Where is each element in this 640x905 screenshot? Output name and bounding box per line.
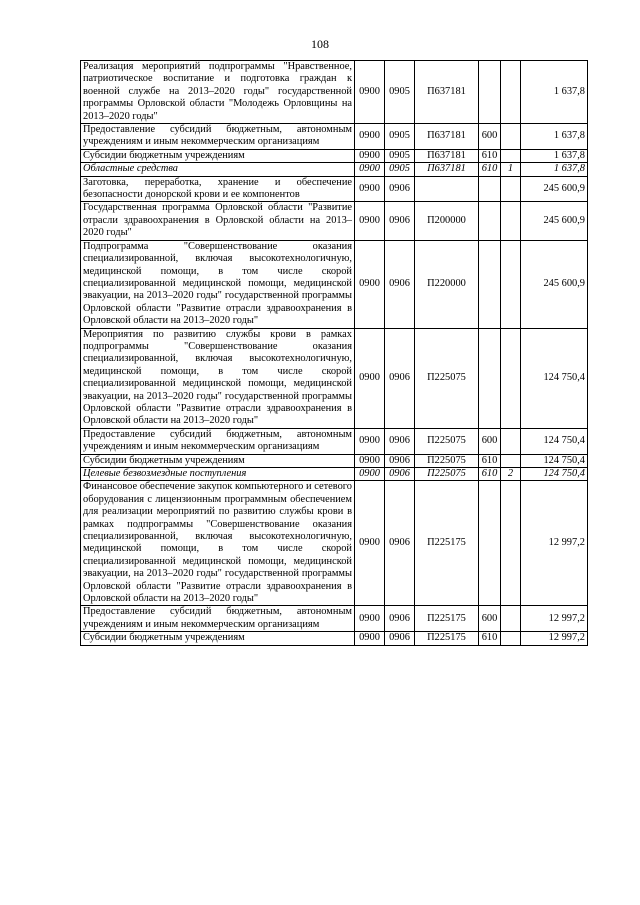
table-row	[81, 468, 588, 481]
amount-cell: 1 637,8	[521, 163, 588, 176]
table-row	[81, 202, 588, 240]
row-name-cell: Целевые безвозмездные поступления	[81, 468, 355, 481]
row-name-cell: Субсидии бюджетным учреждениям	[81, 149, 355, 162]
table-row	[81, 606, 588, 632]
section-code-cell: 0900	[355, 606, 385, 632]
funding-source-cell: 1	[501, 163, 521, 176]
subsection-code-cell: 0906	[385, 176, 415, 202]
section-code-cell: 0900	[355, 149, 385, 162]
expense-type-cell: 600	[479, 606, 501, 632]
row-name-cell: Финансовое обеспечение закупок компьютерного и сетевого оборудования с лицензионным программным обеспечением для реализации мероприятий по развитию службы крови в рамках подпрограммы "Совершенствование оказания специализированной, включая высокотехнологичную, медицинской помощи, в том числе скорой специализированной медицинской помощи, медицинской эвакуации, на 2013–2020 годы" государственной программы Орловской области "Развитие отрасли здравоохранения в Орловской области на 2013–2020 годы"	[81, 481, 355, 606]
target-article-cell: П637181	[415, 163, 479, 176]
funding-source-cell	[501, 240, 521, 328]
budget-table-body	[81, 61, 588, 646]
row-name-cell: Субсидии бюджетным учреждениям	[81, 454, 355, 467]
row-name-cell: Реализация мероприятий подпрограммы "Нравственное, патриотическое воспитание и подготовка граждан к военной службе на 2013–2020 годы" государственной программы Орловской области "Молодежь Орловщины на 2013–2020 годы"	[81, 61, 355, 124]
target-article-cell: П225075	[415, 428, 479, 454]
expense-type-cell	[479, 328, 501, 428]
subsection-code-cell: 0905	[385, 163, 415, 176]
target-article-cell: П225175	[415, 632, 479, 645]
funding-source-cell	[501, 149, 521, 162]
funding-source-cell	[501, 632, 521, 645]
target-article-cell: П637181	[415, 149, 479, 162]
section-code-cell: 0900	[355, 240, 385, 328]
subsection-code-cell: 0905	[385, 61, 415, 124]
funding-source-cell	[501, 124, 521, 150]
table-row	[81, 176, 588, 202]
section-code-cell: 0900	[355, 632, 385, 645]
budget-table	[80, 60, 588, 646]
funding-source-cell	[501, 202, 521, 240]
expense-type-cell: 610	[479, 632, 501, 645]
target-article-cell: П220000	[415, 240, 479, 328]
row-name-cell: Заготовка, переработка, хранение и обеспечение безопасности донорской крови и ее компонентов	[81, 176, 355, 202]
expense-type-cell	[479, 481, 501, 606]
subsection-code-cell: 0906	[385, 632, 415, 645]
amount-cell: 124 750,4	[521, 454, 588, 467]
expense-type-cell	[479, 240, 501, 328]
table-row	[81, 328, 588, 428]
target-article-cell: П225075	[415, 454, 479, 467]
subsection-code-cell: 0905	[385, 149, 415, 162]
table-row	[81, 149, 588, 162]
row-name-cell: Предоставление субсидий бюджетным, автономным учреждениям и иным некоммерческим организациям	[81, 428, 355, 454]
section-code-cell: 0900	[355, 163, 385, 176]
amount-cell: 12 997,2	[521, 606, 588, 632]
section-code-cell: 0900	[355, 428, 385, 454]
subsection-code-cell: 0906	[385, 428, 415, 454]
table-row	[81, 454, 588, 467]
funding-source-cell	[501, 61, 521, 124]
section-code-cell: 0900	[355, 481, 385, 606]
amount-cell: 245 600,9	[521, 202, 588, 240]
row-name-cell: Областные средства	[81, 163, 355, 176]
target-article-cell: П225075	[415, 468, 479, 481]
row-name-cell: Субсидии бюджетным учреждениям	[81, 632, 355, 645]
expense-type-cell	[479, 176, 501, 202]
row-name-cell: Предоставление субсидий бюджетным, автономным учреждениям и иным некоммерческим организациям	[81, 124, 355, 150]
section-code-cell: 0900	[355, 328, 385, 428]
funding-source-cell: 2	[501, 468, 521, 481]
target-article-cell: П225075	[415, 328, 479, 428]
amount-cell: 12 997,2	[521, 632, 588, 645]
funding-source-cell	[501, 428, 521, 454]
subsection-code-cell: 0906	[385, 481, 415, 606]
subsection-code-cell: 0905	[385, 124, 415, 150]
subsection-code-cell: 0906	[385, 454, 415, 467]
funding-source-cell	[501, 606, 521, 632]
section-code-cell: 0900	[355, 202, 385, 240]
expense-type-cell: 610	[479, 149, 501, 162]
funding-source-cell	[501, 176, 521, 202]
target-article-cell: П637181	[415, 124, 479, 150]
expense-type-cell: 610	[479, 468, 501, 481]
amount-cell: 1 637,8	[521, 124, 588, 150]
section-code-cell: 0900	[355, 468, 385, 481]
expense-type-cell	[479, 202, 501, 240]
target-article-cell: П225175	[415, 481, 479, 606]
expense-type-cell: 610	[479, 163, 501, 176]
expense-type-cell: 600	[479, 428, 501, 454]
target-article-cell: П200000	[415, 202, 479, 240]
amount-cell: 124 750,4	[521, 328, 588, 428]
amount-cell: 245 600,9	[521, 176, 588, 202]
amount-cell: 124 750,4	[521, 468, 588, 481]
funding-source-cell	[501, 328, 521, 428]
table-row	[81, 428, 588, 454]
amount-cell: 12 997,2	[521, 481, 588, 606]
amount-cell: 1 637,8	[521, 61, 588, 124]
target-article-cell: П637181	[415, 61, 479, 124]
expense-type-cell	[479, 61, 501, 124]
expense-type-cell: 600	[479, 124, 501, 150]
row-name-cell: Предоставление субсидий бюджетным, автономным учреждениям и иным некоммерческим организациям	[81, 606, 355, 632]
row-name-cell: Подпрограмма "Совершенствование оказания специализированной, включая высокотехнологичную, медицинской помощи, в том числе скорой специализированной медицинской помощи, медицинской эвакуации, на 2013–2020 годы" государственной программы Орловской области "Развитие отрасли здравоохранения в Орловской области на 2013–2020 годы"	[81, 240, 355, 328]
table-row	[81, 61, 588, 124]
subsection-code-cell: 0906	[385, 240, 415, 328]
row-name-cell: Государственная программа Орловской области "Развитие отрасли здравоохранения в Орловской области на 2013–2020 годы"	[81, 202, 355, 240]
amount-cell: 245 600,9	[521, 240, 588, 328]
section-code-cell: 0900	[355, 454, 385, 467]
subsection-code-cell: 0906	[385, 606, 415, 632]
subsection-code-cell: 0906	[385, 202, 415, 240]
subsection-code-cell: 0906	[385, 328, 415, 428]
section-code-cell: 0900	[355, 61, 385, 124]
amount-cell: 124 750,4	[521, 428, 588, 454]
funding-source-cell	[501, 454, 521, 467]
table-row	[81, 481, 588, 606]
target-article-cell	[415, 176, 479, 202]
expense-type-cell: 610	[479, 454, 501, 467]
table-row	[81, 124, 588, 150]
table-row	[81, 240, 588, 328]
table-row	[81, 163, 588, 176]
funding-source-cell	[501, 481, 521, 606]
amount-cell: 1 637,8	[521, 149, 588, 162]
page-number: 108	[311, 37, 329, 51]
table-row	[81, 632, 588, 645]
target-article-cell: П225175	[415, 606, 479, 632]
row-name-cell: Мероприятия по развитию службы крови в рамках подпрограммы "Совершенствование оказания специализированной, включая высокотехнологичную, медицинской помощи, в том числе скорой специализированной медицинской помощи, медицинской эвакуации, на 2013–2020 годы" государственной программы Орловской области "Развитие отрасли здравоохранения в Орловской области на 2013–2020 годы"	[81, 328, 355, 428]
subsection-code-cell: 0906	[385, 468, 415, 481]
section-code-cell: 0900	[355, 176, 385, 202]
section-code-cell: 0900	[355, 124, 385, 150]
